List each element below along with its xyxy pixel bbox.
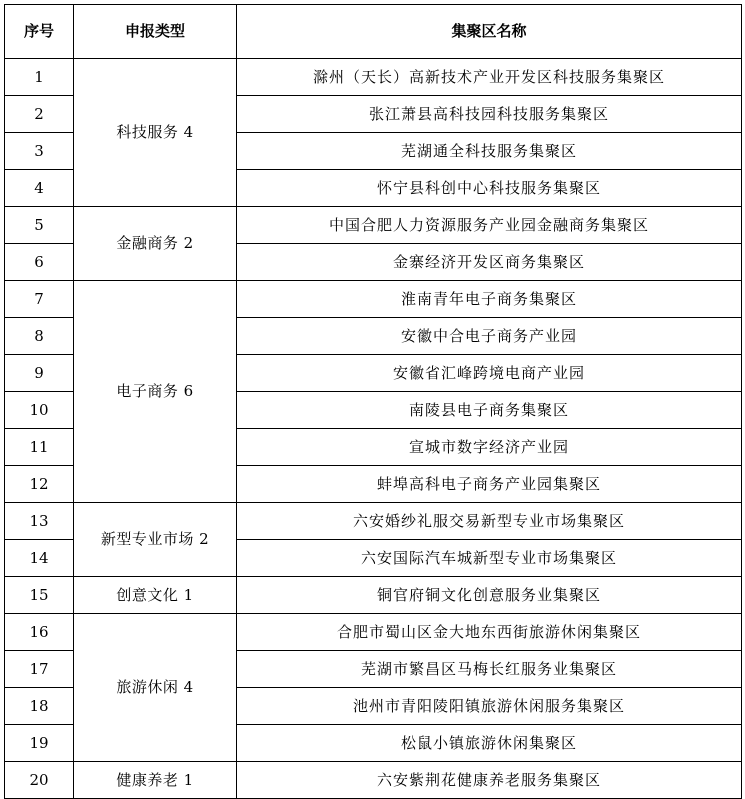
row-no: 16	[5, 614, 74, 651]
header-no: 序号	[5, 5, 74, 59]
cluster-name: 六安婚纱礼服交易新型专业市场集聚区	[237, 503, 742, 540]
row-no: 6	[5, 244, 74, 281]
table-row	[5, 614, 742, 651]
type-cell: 电子商务 6	[74, 281, 237, 503]
type-cell: 金融商务 2	[74, 207, 237, 281]
cluster-name: 芜湖通全科技服务集聚区	[237, 133, 742, 170]
cluster-name: 中国合肥人力资源服务产业园金融商务集聚区	[237, 207, 742, 244]
row-no: 7	[5, 281, 74, 318]
cluster-name: 池州市青阳陵阳镇旅游休闲服务集聚区	[237, 688, 742, 725]
row-no: 3	[5, 133, 74, 170]
row-no: 5	[5, 207, 74, 244]
row-no: 11	[5, 429, 74, 466]
header-type: 申报类型	[74, 5, 237, 59]
cluster-name: 张江萧县高科技园科技服务集聚区	[237, 96, 742, 133]
cluster-name: 芜湖市繁昌区马梅长红服务业集聚区	[237, 651, 742, 688]
cluster-name: 合肥市蜀山区金大地东西街旅游休闲集聚区	[237, 614, 742, 651]
row-no: 12	[5, 466, 74, 503]
table-row	[5, 762, 742, 799]
cluster-name: 滁州（天长）高新技术产业开发区科技服务集聚区	[237, 59, 742, 96]
row-no: 8	[5, 318, 74, 355]
row-no: 9	[5, 355, 74, 392]
cluster-name: 蚌埠高科电子商务产业园集聚区	[237, 466, 742, 503]
table-row	[5, 59, 742, 96]
row-no: 18	[5, 688, 74, 725]
cluster-name: 六安紫荆花健康养老服务集聚区	[237, 762, 742, 799]
row-no: 4	[5, 170, 74, 207]
cluster-name: 怀宁县科创中心科技服务集聚区	[237, 170, 742, 207]
type-cell: 科技服务 4	[74, 59, 237, 207]
cluster-name: 安徽中合电子商务产业园	[237, 318, 742, 355]
header-row	[5, 5, 742, 59]
row-no: 13	[5, 503, 74, 540]
table-row	[5, 577, 742, 614]
row-no: 14	[5, 540, 74, 577]
row-no: 20	[5, 762, 74, 799]
row-no: 2	[5, 96, 74, 133]
header-name: 集聚区名称	[237, 5, 742, 59]
cluster-name: 铜官府铜文化创意服务业集聚区	[237, 577, 742, 614]
table-row	[5, 281, 742, 318]
cluster-name: 安徽省汇峰跨境电商产业园	[237, 355, 742, 392]
cluster-name: 淮南青年电子商务集聚区	[237, 281, 742, 318]
cluster-table	[4, 4, 742, 799]
table-body	[5, 59, 742, 799]
type-cell: 新型专业市场 2	[74, 503, 237, 577]
cluster-name: 金寨经济开发区商务集聚区	[237, 244, 742, 281]
table-row	[5, 207, 742, 244]
cluster-name: 松鼠小镇旅游休闲集聚区	[237, 725, 742, 762]
cluster-name: 南陵县电子商务集聚区	[237, 392, 742, 429]
cluster-name: 六安国际汽车城新型专业市场集聚区	[237, 540, 742, 577]
cluster-name: 宣城市数字经济产业园	[237, 429, 742, 466]
row-no: 17	[5, 651, 74, 688]
row-no: 1	[5, 59, 74, 96]
type-cell: 健康养老 1	[74, 762, 237, 799]
table-row	[5, 503, 742, 540]
type-cell: 旅游休闲 4	[74, 614, 237, 762]
type-cell: 创意文化 1	[74, 577, 237, 614]
row-no: 19	[5, 725, 74, 762]
row-no: 15	[5, 577, 74, 614]
row-no: 10	[5, 392, 74, 429]
